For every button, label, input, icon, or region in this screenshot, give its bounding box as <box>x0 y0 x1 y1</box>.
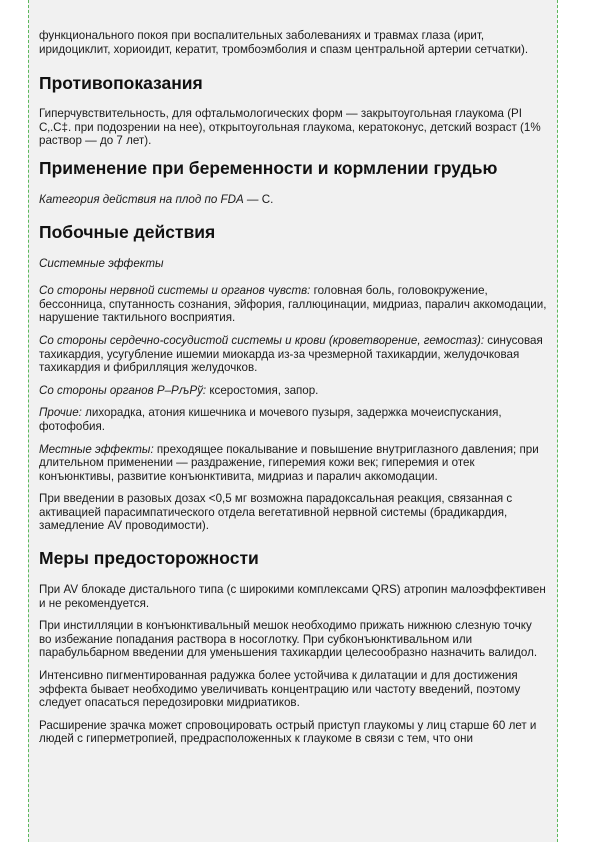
side-effects-heading: Побочные действия <box>39 221 216 242</box>
precautions-heading: Меры предосторожности <box>39 548 259 569</box>
local-effects-label: Местные эффекты: <box>39 442 154 456</box>
other-effects-text: лихорадка, атония кишечника и мочевого пузыря, задержка мочеиспускания, фотофобия. <box>39 406 502 433</box>
fda-category-value: — C. <box>243 192 274 206</box>
gi-text: ксеростомия, запор. <box>206 383 319 397</box>
intro-paragraph: функционального покоя при воспалительных заболеваниях и травмах глаза (ирит, иридоциклит, хориоидит, кератит, тромбоэмболия и спазм центральной артерии сетчатки). <box>39 29 529 56</box>
gi-paragraph <box>39 384 547 398</box>
other-effects-label: Прочие: <box>39 406 82 420</box>
precautions-paragraph-4: Расширение зрачка может спровоцировать острый приступ глаукомы у лиц старше 60 лет и людей с гиперметропией, предрасположенных к глаукоме в связи с тем, что они <box>39 718 537 746</box>
nervous-system-paragraph <box>39 284 547 325</box>
fda-category-paragraph <box>39 193 547 207</box>
document-page <box>28 0 558 842</box>
nervous-system-label: Со стороны нервной системы и органов чувств: <box>39 284 311 298</box>
precautions-paragraph-2: При инстилляции в конъюнктивальный мешок необходимо прижать нижнюю слезную точку во избежание попадания раствора в носоглотку. При субконъюнктивальном или парабульбарном введении для уменьшения тахикардии целесообразно назначить валидол. <box>39 619 538 660</box>
local-effects-text: преходящее покалывание и повышение внутриглазного давления; при длительном применении — раздражение, гиперемия кожи век; гиперемия и отек конъюнктивы, развитие конъюнктивита, мидриаз и паралич аккомодации. <box>39 442 539 483</box>
cardio-paragraph <box>39 334 547 375</box>
systemic-effects-label: Системные эффекты <box>39 256 164 270</box>
precautions-paragraph-3: Интенсивно пигментированная радужка более устойчива к дилатации и для достижения эффекта бывает необходимо увеличивать концентрацию или частоту введений, поэтому следует опасаться передозировки мидриатиков. <box>39 669 521 710</box>
cardio-label: Со стороны сердечно-сосудистой системы и крови (кроветворение, гемостаз): <box>39 333 485 347</box>
contraindications-paragraph: Гиперчувствительность, для офтальмологических форм — закрытоугольная глаукома (PI C‚.C‡. при подозрении на нее), открытоугольная глаукома, кератоконус, детский возраст (1% раствор — до 7 лет). <box>39 107 541 148</box>
contraindications-heading: Противопоказания <box>39 73 203 94</box>
nervous-system-text: головная боль, головокружение, бессонница, спутанность сознания, эйфория, галлюцинации, мидриаз, паралич аккомодации, нарушение тактильного восприятия. <box>39 284 547 325</box>
pregnancy-heading: Применение при беременности и кормлении грудью <box>39 157 498 178</box>
local-effects-paragraph <box>39 443 547 484</box>
other-effects-paragraph <box>39 406 547 433</box>
fda-category-label: Категория действия на плод по FDA <box>39 192 244 206</box>
low-dose-paragraph: При введении в разовых дозах <0,5 мг возможна парадоксальная реакция, связанная с активацией парасимпатического отдела вегетативной нервной системы (брадикардия, замедление AV проводимости). <box>39 492 513 533</box>
cardio-text: синусовая тахикардия, усугубление ишемии миокарда из-за чрезмерной тахикардии, желудочковая тахикардия и фибрилляция желудочков. <box>39 333 543 375</box>
gi-label: Со стороны органов Р–РљРў: <box>39 383 207 397</box>
precautions-paragraph-1: При AV блокаде дистального типа (с широкими комплексами QRS) атропин малоэффективен и не рекомендуется. <box>39 583 546 610</box>
